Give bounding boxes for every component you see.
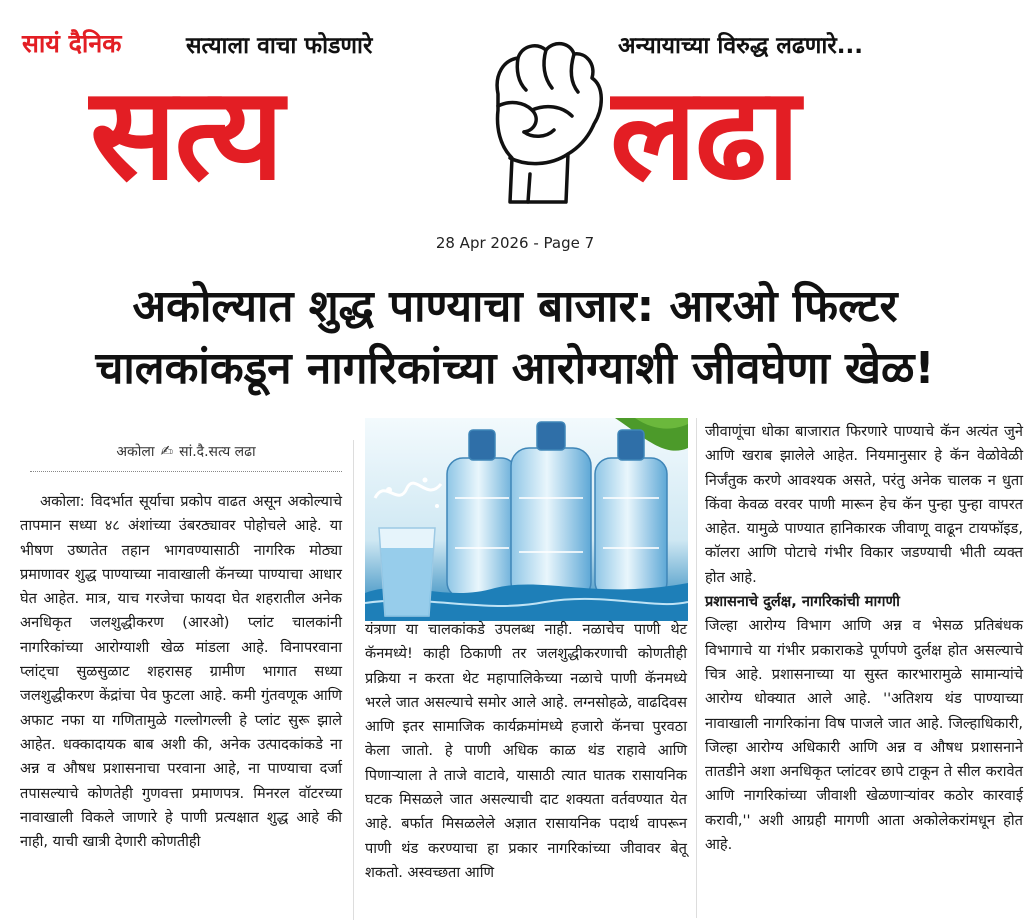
column-divider (353, 440, 354, 920)
article-column-1 (20, 490, 342, 854)
article-paragraph: जीवाणूंचा धोका बाजारात फिरणारे पाण्याचे कॅन अत्यंत जुने आणि खराब झालेले आहेत. नियमानुसार हे कॅन वेळोवेळी निर्जंतुक करणे आवश्यक असते, परंतु अनेक चालक न धुता किंवा केवळ वरवर पाणी मारून हेच कॅन पुन्हा पुन्हा वापरत आहेत. यामुळे पाण्यात हानिकारक जीवाणू वाढून टायफॉइड, कॉलरा आणि पोटाचे गंभीर विकार जडण्याची भीती व्यक्त होत आहे. (705, 423, 1023, 586)
headline-line-1: अकोल्यात शुद्ध पाण्याचा बाजार: आरओ फिल्टर (132, 281, 898, 332)
column-divider (696, 418, 697, 918)
tagline-left: सायं दैनिक (22, 29, 122, 58)
logo-word-left: सत्य (90, 60, 282, 209)
byline-place: अकोला (116, 444, 155, 460)
masthead (0, 0, 1030, 228)
water-cans-photo (365, 418, 688, 621)
article-subheading: प्रशासनाचे दुर्लक्ष, नागरिकांची मागणी (705, 593, 900, 611)
byline-divider (30, 471, 342, 472)
pen-icon: ✍ (160, 442, 174, 460)
article-headline (20, 276, 1010, 400)
tagline-right: अन्यायाच्या विरुद्ध लढणारे... (618, 33, 863, 59)
edition-dateline: 28 Apr 2026 - Page 7 (435, 234, 595, 252)
headline-line-2: चालकांकडून नागरिकांच्या आरोग्याशी जीवघेणा खेळ! (95, 343, 935, 394)
byline (30, 442, 342, 461)
byline-source: सां.दै.सत्य लढा (179, 444, 256, 460)
article-paragraph: जिल्हा आरोग्य विभाग आणि अन्न व भेसळ प्रतिबंधक विभागाचे या गंभीर प्रकाराकडे पूर्णपणे दुर्लक्ष होत असल्याचे चित्र आहे. प्रशासनाच्या या सुस्त कारभारामुळे सामान्यांचे आरोग्य धोक्यात आले आहे. ''अतिशय थंड पाण्याच्या नावाखाली नागरिकांना विष पाजले जात आहे. जिल्हाधिकारी, जिल्हा आरोग्य अधिकारी आणि अन्न व औषध प्रशासनाने तातडीने अशा अनधिकृत प्लांटवर छापे टाकून ते सील करावेत आणि नागरिकांच्या जीवाशी खेळणाऱ्यांवर कठोर कारवाई करावी,'' अशी आग्रही मागणी आता अकोलेकरांमधून होत आहे. (705, 617, 1023, 854)
tagline-middle: सत्याला वाचा फोडणारे (186, 33, 373, 59)
article-column-2 (365, 618, 687, 885)
article-paragraph: अकोला: विदर्भात सूर्याचा प्रकोप वाढत असून अकोल्याचे तापमान सध्या ४८ अंशांच्या उंबरठ्यावर पोहोचले आहे. या भीषण उष्णतेत तहान भागवण्यासाठी नागरिक मोठ्या प्रमाणावर शुद्ध पाण्याच्या नावाखाली कॅनच्या पाण्याचा आधार घेत आहेत. मात्र, याच गरजेचा फायदा घेत शहरातील अनेक अनधिकृत जलशुद्धीकरण (आरओ) प्लांट चालकांनी नागरिकांच्या आरोग्याशी खेळ मांडला आहे. विनापरवाना प्लांट्चा सुळसुळाट शहरासह ग्रामीण भागात सध्या जलशुद्धीकरण केंद्रांचा पेव फुटला आहे. कमी गुंतवणूक आणि अफाट नफा या गणितामुळे गल्लोगल्ली हे प्लांट सुरू झाले आहेत. धक्कादायक बाब अशी की, अनेक उत्पादकांकडे ना अन्न व औषध प्रशासनाचा परवाना आहे, ना पाण्याचा दर्जा तपासल्याचे कोणतेही गुणवत्ता प्रमाणपत्र. मिनरल वॉटरच्या नावाखाली विकले जाणारे हे पाणी प्रत्यक्षात शुद्ध आहे की नाही, याची खात्री देणारी कोणतीही (20, 493, 342, 851)
raised-fist-icon (470, 34, 610, 206)
article-column-3 (705, 420, 1023, 857)
logo-word-right: लढा (610, 60, 799, 209)
article-paragraph: यंत्रणा या चालकांकडे उपलब्ध नाही. नळाचेच पाणी थेट कॅनमध्ये! काही ठिकाणी तर जलशुद्धीकरणाची कोणतीही प्रक्रिया न करता थेट महापालिकेच्या नळाचे पाणी कॅनमध्ये भरले जात असल्याचे समोर आले आहे. लग्नसोहळे, वाढदिवस आणि इतर सामाजिक कार्यक्रमांमध्ये हजारो कॅनचा पुरवठा केला जातो. हे पाणी अधिक काळ थंड राहावे आणि पिणाऱ्याला ते ताजे वाटावे, यासाठी त्यात घातक रासायनिक घटक मिसळले जात असल्याची दाट शक्यता वर्तवण्यात येत आहे. बर्फात मिसळलेले अज्ञात रासायनिक पदार्थ वापरून पाणी थंड करण्याचा हा प्रकार नागरिकांच्या जीवावर बेतू शकतो. अस्वच्छता आणि (365, 621, 687, 881)
